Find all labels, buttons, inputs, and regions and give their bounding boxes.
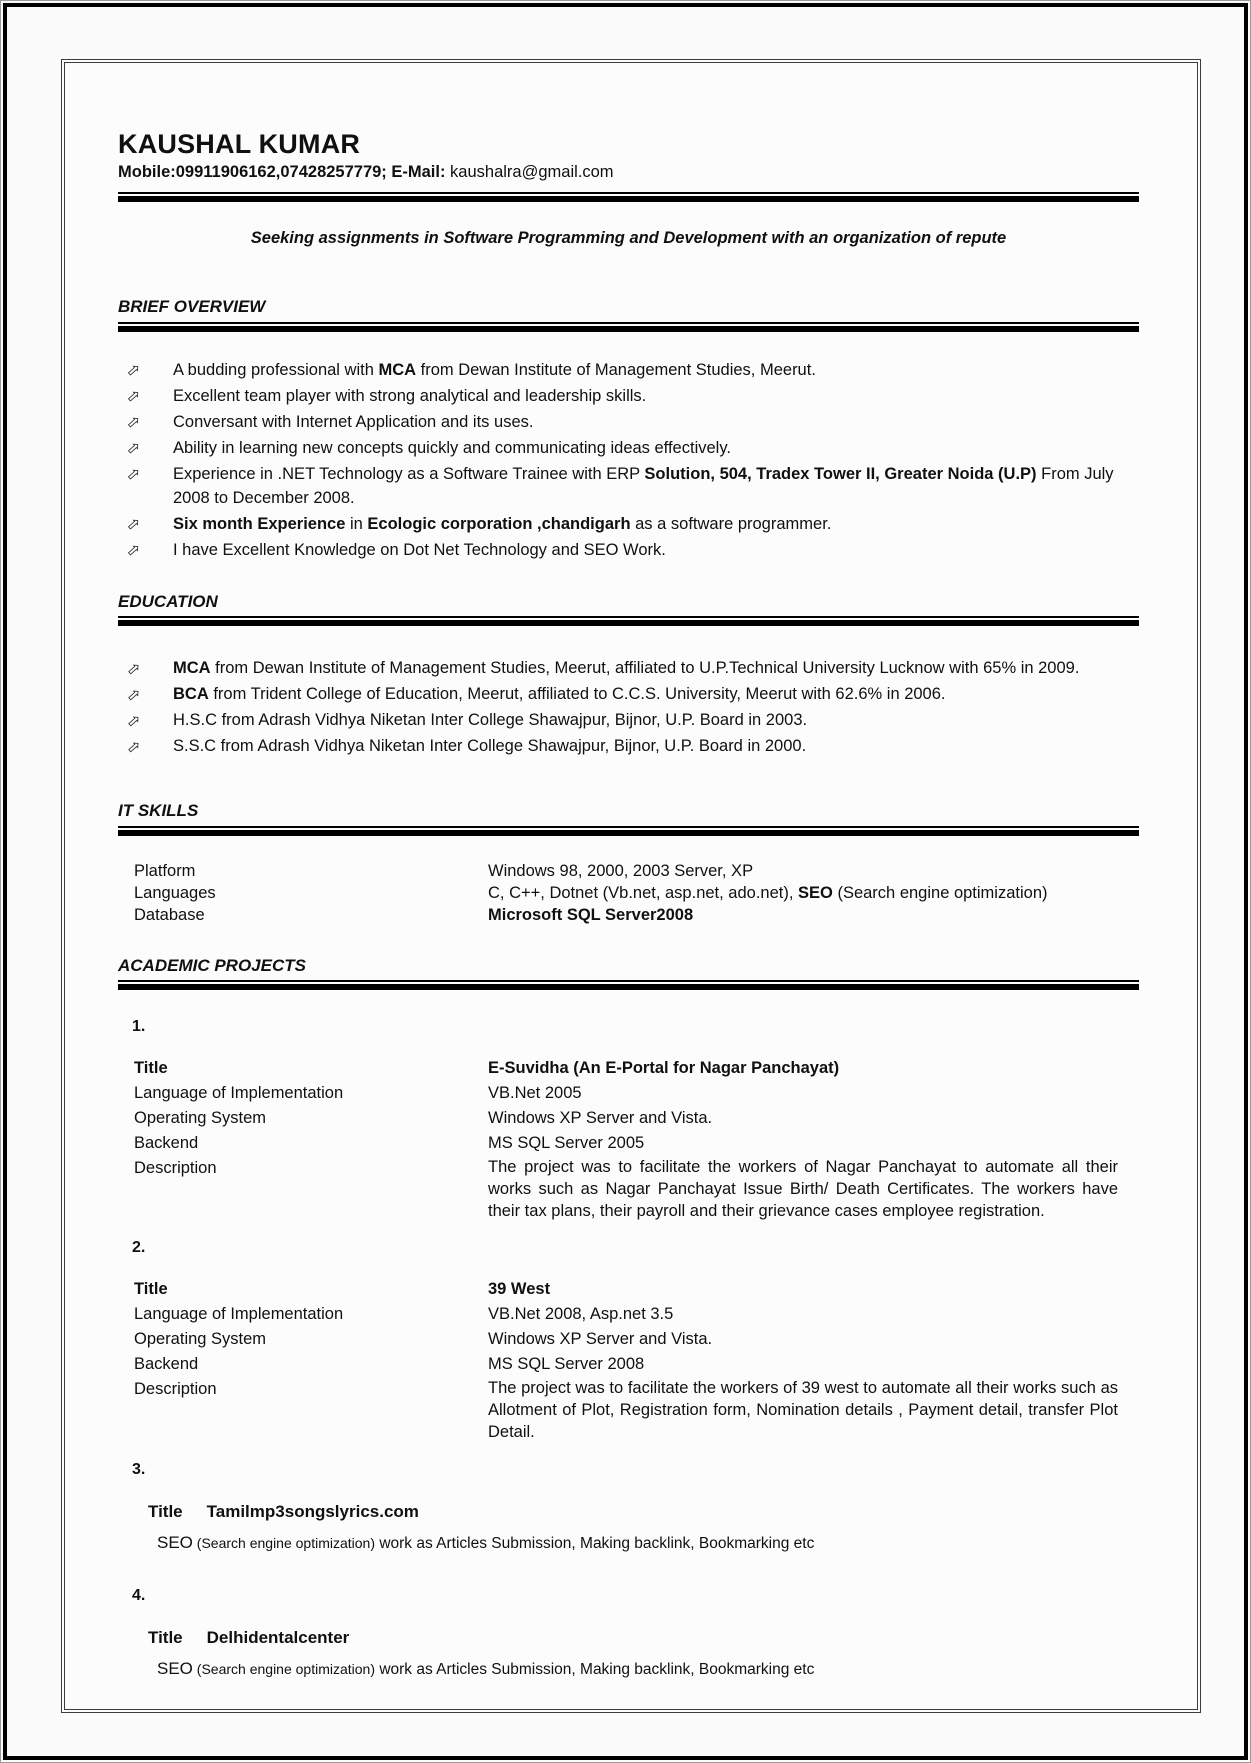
project-value: Windows XP Server and Vista. — [488, 1109, 713, 1128]
list-item: ⇨ Six month Experience in Ecologic corporation ,chandigarh as a software programmer. — [118, 512, 1139, 536]
objective-statement: Seeking assignments in Software Programming and Development with an organization of repute — [250, 229, 1007, 248]
project-number: 4. — [132, 1587, 146, 1605]
section-title-it-skills: IT SKILLS — [118, 801, 199, 821]
project-label: Title — [134, 1280, 168, 1299]
project-label: Backend — [134, 1134, 199, 1153]
project-label: Operating System — [134, 1109, 267, 1128]
skill-label: Database — [134, 905, 205, 924]
project-row-language — [118, 1081, 1139, 1106]
section-divider-education — [118, 616, 1139, 626]
project-label: Operating System — [134, 1330, 267, 1349]
section-divider-it-skills — [118, 826, 1139, 836]
project-title-value: Tamilmp3songslyrics.com — [206, 1502, 419, 1522]
bullet-arrow-icon: ⇨ — [122, 435, 145, 459]
project-row-title — [118, 1277, 1139, 1302]
list-item: ⇨ Conversant with Internet Application and its uses. — [118, 410, 1139, 434]
header-divider — [118, 192, 1139, 202]
skill-row-database — [118, 904, 1139, 926]
project-number: 1. — [132, 1018, 146, 1036]
project-value: Windows XP Server and Vista. — [488, 1330, 713, 1349]
project-label: Title — [148, 1502, 183, 1522]
project-row-backend — [118, 1352, 1139, 1377]
project-value: MS SQL Server 2005 — [488, 1134, 645, 1153]
section-title-academic-projects: ACADEMIC PROJECTS — [118, 955, 306, 975]
skill-row-languages — [118, 882, 1139, 904]
bullet-arrow-icon: ⇨ — [122, 461, 145, 485]
page-border-frame — [3, 3, 1248, 1760]
project-label: Description — [134, 1159, 217, 1178]
section-divider-overview — [118, 322, 1139, 332]
skill-value: C, C++, Dotnet (Vb.net, asp.net, ado.net), SEO (Search engine optimization) — [488, 883, 1048, 902]
project-title-value: 39 West — [488, 1280, 551, 1299]
project-number: 2. — [132, 1239, 146, 1257]
bullet-arrow-icon: ⇨ — [122, 657, 146, 681]
project-description: The project was to facilitate the workers of Nagar Panchayat to automate all their works such as Nagar Panchayat Issue Birth/ Death Certificates. The workers have their tax plans, their payroll and their grievance cases employee registration. — [488, 1158, 1118, 1221]
section-title-brief-overview: BRIEF OVERVIEW — [118, 297, 266, 317]
project-row-description — [118, 1377, 1139, 1443]
resume-inner-frame — [61, 59, 1201, 1713]
project-row-language — [118, 1302, 1139, 1327]
project-value: VB.Net 2008, Asp.net 3.5 — [488, 1305, 674, 1324]
project-value: MS SQL Server 2008 — [488, 1355, 645, 1374]
list-item: ⇨ S.S.C from Adrash Vidhya Niketan Inter College Shawajpur, Bijnor, U.P. Board in 2000. — [118, 735, 1139, 759]
list-item: ⇨ MCA from Dewan Institute of Management Studies, Meerut, affiliated to U.P.Technical University Lucknow with 65% in 2009. — [118, 657, 1139, 681]
project-title-value: E-Suvidha (An E-Portal for Nagar Panchayat) — [488, 1059, 840, 1078]
project-row-os — [118, 1106, 1139, 1131]
project-row-description — [118, 1156, 1139, 1222]
project-seo-line: SEO (Search engine optimization) work as Articles Submission, Making backlink, Bookmarking etc — [157, 1659, 815, 1679]
bullet-arrow-icon: ⇨ — [122, 735, 146, 759]
project-number: 3. — [132, 1461, 146, 1479]
list-item: ⇨ I have Excellent Knowledge on Dot Net Technology and SEO Work. — [118, 538, 1139, 562]
bullet-arrow-icon: ⇨ — [122, 383, 145, 407]
resume-content — [65, 63, 1197, 1681]
list-item: ⇨ A budding professional with MCA from Dewan Institute of Management Studies, Meerut. — [118, 358, 1139, 382]
skill-label: Languages — [134, 883, 216, 902]
contact-label: Mobile:09911906162,07428257779; E-Mail: — [118, 163, 446, 182]
list-item: ⇨ Experience in .NET Technology as a Software Trainee with ERP Solution, 504, Tradex Tower II, Greater Noida (U.P) From July 2008 to December 2008. — [118, 462, 1139, 510]
contact-line — [118, 163, 1139, 183]
section-title-education: EDUCATION — [118, 591, 218, 611]
project-seo-line: SEO (Search engine optimization) work as Articles Submission, Making backlink, Bookmarking etc — [157, 1533, 815, 1553]
project-value: VB.Net 2005 — [488, 1084, 582, 1103]
project-label: Language of Implementation — [134, 1305, 344, 1324]
education-list — [118, 657, 1139, 759]
skill-label: Platform — [134, 861, 196, 880]
list-item: ⇨ Excellent team player with strong analytical and leadership skills. — [118, 384, 1139, 408]
bullet-arrow-icon: ⇨ — [122, 537, 145, 561]
list-item: ⇨ BCA from Trident College of Education, Meerut, affiliated to C.C.S. University, Meerut with 62.6% in 2006. — [118, 683, 1139, 707]
skill-row-platform — [118, 860, 1139, 882]
project-label: Title — [134, 1059, 168, 1078]
project-label: Title — [148, 1628, 183, 1648]
project-row-os — [118, 1327, 1139, 1352]
list-item: ⇨ Ability in learning new concepts quickly and communicating ideas effectively. — [118, 436, 1139, 460]
project-row-backend — [118, 1131, 1139, 1156]
bullet-arrow-icon: ⇨ — [122, 511, 145, 535]
project-title-value: Delhidentalcenter — [206, 1628, 350, 1648]
list-item: ⇨ H.S.C from Adrash Vidhya Niketan Inter College Shawajpur, Bijnor, U.P. Board in 2003. — [118, 709, 1139, 733]
overview-list — [118, 358, 1139, 562]
project-row-title — [118, 1625, 1139, 1650]
project-row-title — [118, 1056, 1139, 1081]
project-label: Language of Implementation — [134, 1084, 344, 1103]
project-description: The project was to facilitate the workers of 39 west to automate all their works such as Allotment of Plot, Registration form, Nomination details , Payment detail, transfer Plot Detail. — [488, 1379, 1118, 1442]
project-row-title — [118, 1499, 1139, 1524]
section-divider-academic-projects — [118, 980, 1139, 990]
skill-value: Windows 98, 2000, 2003 Server, XP — [488, 861, 754, 880]
bullet-arrow-icon: ⇨ — [122, 683, 146, 707]
bullet-arrow-icon: ⇨ — [122, 409, 145, 433]
it-skills-table — [118, 860, 1139, 926]
bullet-arrow-icon: ⇨ — [122, 709, 146, 733]
skill-value: Microsoft SQL Server2008 — [488, 905, 694, 924]
contact-email: kaushalra@gmail.com — [445, 163, 614, 182]
project-label: Backend — [134, 1355, 199, 1374]
candidate-name: KAUSHAL KUMAR — [118, 129, 361, 159]
bullet-arrow-icon: ⇨ — [122, 357, 145, 381]
project-label: Description — [134, 1380, 217, 1399]
